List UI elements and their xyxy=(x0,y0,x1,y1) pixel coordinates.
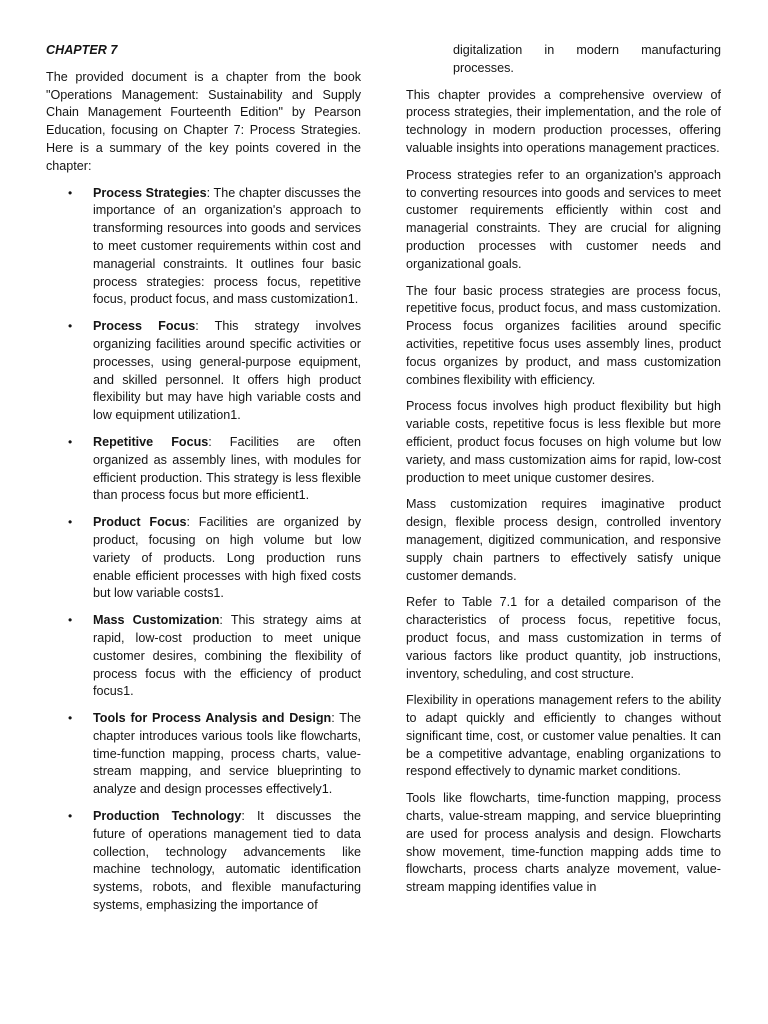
key-point-text: : The chapter discusses the importance of an organization's approach to transforming resources into goods and services to meet customer requirements within cost and managerial constraints. It outlines four basic process strategies: process focus, repetitive focus, product focus, and mass customization1. xyxy=(93,185,362,307)
key-point-text: : Facilities are often organized as assembly lines, with modules for efficient production. This strategy is less flexible than process focus but more efficient1. xyxy=(93,434,361,503)
body-paragraph: This chapter provides a comprehensive overview of process strategies, their implementation, and the role of technology in modern production processes, offering valuable insights into operations management practices. xyxy=(406,87,721,155)
key-point-term: Process Strategies xyxy=(93,185,207,200)
key-point-text: : The chapter introduces various tools like flowcharts, time-function mapping, process charts, value-stream mapping, and service blueprinting to analyze and design processes effectively1. xyxy=(93,711,361,797)
body-paragraph: Tools like flowcharts, time-function mapping, process charts, value-stream mapping, and service blueprinting are used for process analysis and design. Flowcharts show movement, time-function mapping adds time to flowcharts, process charts analyze movement, value-stream mapping identifies value in xyxy=(406,791,721,895)
bullet-icon: • xyxy=(68,434,73,449)
key-point-text: : This strategy aims at rapid, low-cost production to meet unique customer desires, combining the flexibility of process focus with the efficiency of product focus1. xyxy=(93,613,361,699)
key-point-item xyxy=(46,808,361,915)
key-point-text: : This strategy involves organizing facilities around specific activities or processes, using general-purpose equipment, and skilled personnel. It offers high product flexibility but may have high variable costs and low equipment utilization1. xyxy=(93,319,361,423)
chapter-heading: CHAPTER 7 xyxy=(46,43,118,57)
left-column xyxy=(46,42,361,924)
body-paragraph: Process strategies refer to an organization's approach to converting resources into goods and services to meet customer requirements efficiently within cost and managerial constraints. They are crucial for aligning production processes with customer needs and organizational goals. xyxy=(406,167,721,271)
key-point-term: Product Focus xyxy=(93,515,187,530)
bullet-icon: • xyxy=(68,515,73,530)
bullet-icon: • xyxy=(68,185,73,200)
key-point-item xyxy=(46,514,361,603)
key-point-item xyxy=(46,710,361,799)
body-paragraph: Flexibility in operations management refers to the ability to adapt quickly and efficiently to changes without significant time, cost, or customer value penalties. It can be a competitive advantage, enabling organizations to respond effectively to dynamic market conditions. xyxy=(406,693,721,779)
key-point-item xyxy=(46,612,361,701)
key-point-item xyxy=(46,185,361,310)
key-point-term: Tools for Process Analysis and Design xyxy=(93,711,332,726)
key-point-term: Process Focus xyxy=(93,319,196,334)
key-point-item xyxy=(46,434,361,505)
body-paragraph: Refer to Table 7.1 for a detailed comparison of the characteristics of process focus, repetitive focus, product focus, and mass customization in terms of various factors like product quantity, job instructions, inventory, scheduling, and cost structure. xyxy=(406,595,721,681)
body-paragraph: Mass customization requires imaginative product design, flexible process design, controlled inventory management, digitized communication, and responsive supply chain partners to effectively satisfy unique customer demands. xyxy=(406,497,721,583)
bullet-icon: • xyxy=(68,319,73,334)
body-paragraph: The four basic process strategies are process focus, repetitive focus, product focus, and mass customization. Process focus organizes facilities around specific activities, repetitive focus uses assembly lines, product focus organizes by product, and mass customization combines flexibility with efficiency. xyxy=(406,283,721,387)
key-point-term: Repetitive Focus xyxy=(93,434,209,449)
bullet-continuation: digitalization in modern manufacturing processes. xyxy=(453,43,721,75)
key-point-text: : It discusses the future of operations management tied to data collection, technology advancements like machine technology, automatic identification systems, robots, and flexible manufacturing systems, emphasizing the importance of xyxy=(93,809,361,913)
bullet-icon: • xyxy=(68,809,73,824)
bullet-icon: • xyxy=(68,613,73,628)
key-point-text: : Facilities are organized by product, focusing on high volume but low variety of products. Long production runs enable efficient processes with high fixed costs but low variable costs1. xyxy=(93,515,361,601)
intro-paragraph: The provided document is a chapter from the book "Operations Management: Sustainability and Supply Chain Management Fourteenth Edition" by Pearson Education, focusing on Chapter 7: Process Strategies. Here is a summary of the key points covered in the chapter: xyxy=(46,69,361,173)
key-points-list xyxy=(46,185,361,915)
key-point-item xyxy=(46,318,361,425)
key-point-term: Production Technology xyxy=(93,809,242,824)
body-paragraph: Process focus involves high product flexibility but high variable costs, repetitive focus is less flexible but more efficient, product focus focuses on high volume but low variety, and mass customization aims for rapid, low-cost production to meet unique customer desires. xyxy=(406,399,721,485)
bullet-icon: • xyxy=(68,711,73,726)
right-column xyxy=(406,42,721,906)
key-point-term: Mass Customization xyxy=(93,613,220,628)
